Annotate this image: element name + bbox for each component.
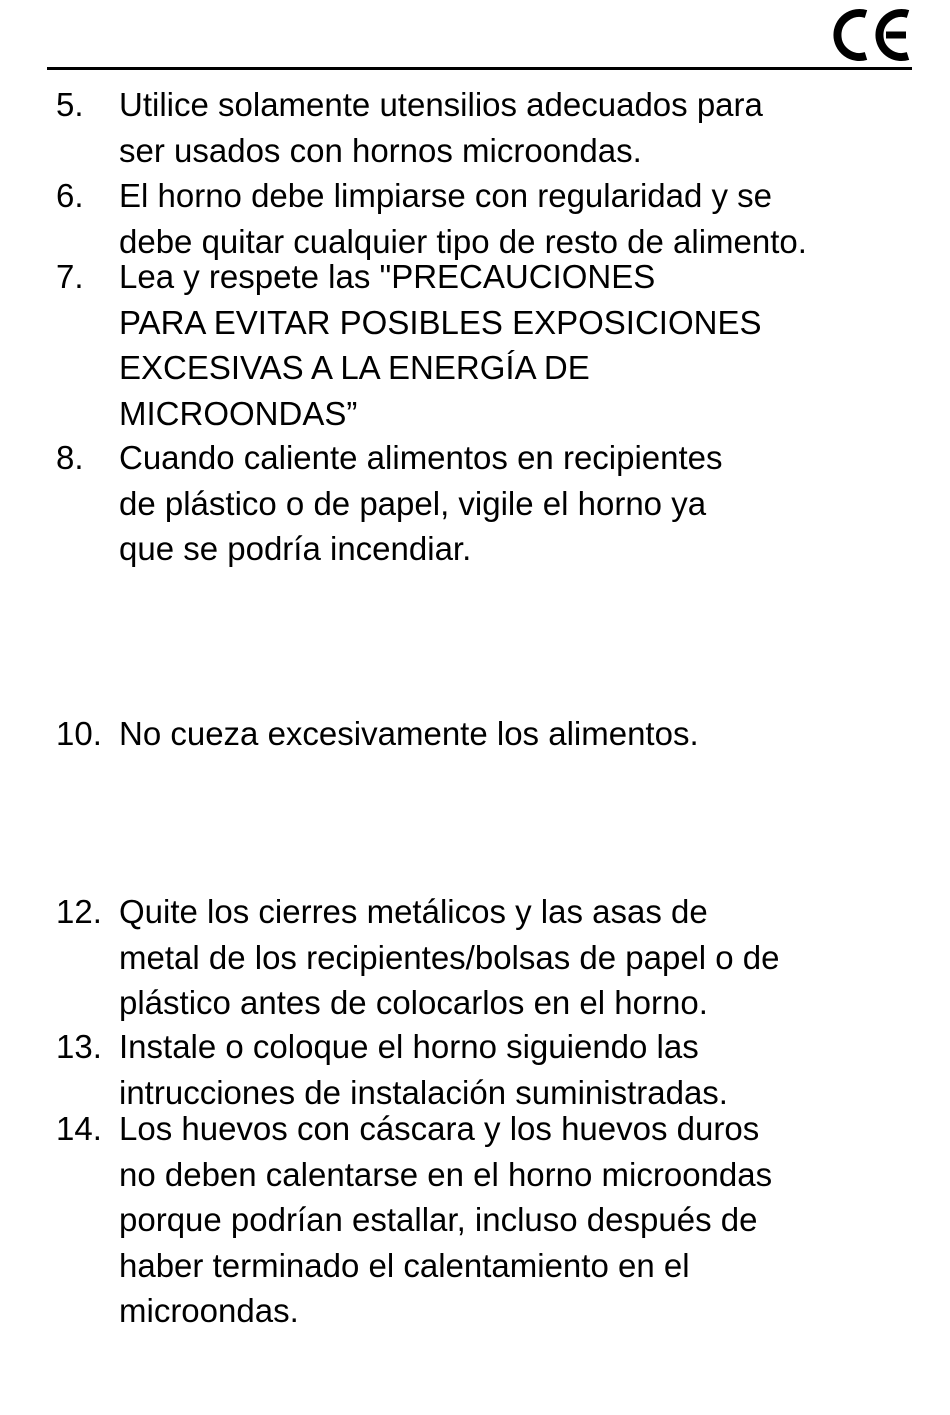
instruction-item-14 [56,1106,916,1334]
item-line: haber terminado el calentamiento en el [119,1246,690,1284]
item-line: No cueza excesivamente los alimentos. [119,715,699,752]
item-line: que se podría incendiar. [119,530,472,567]
item-line: PARA EVITAR POSIBLES EXPOSICIONES [119,303,762,341]
instruction-item-12 [56,889,916,1026]
item-number: 12. [56,893,102,930]
item-line: Lea y respete las "PRECAUCIONES [119,258,656,295]
item-line: ser usados con hornos microondas. [119,131,642,169]
item-line: intrucciones de instalación suministradas. [119,1073,728,1111]
instruction-item-10 [56,711,916,757]
item-number: 10. [56,715,102,752]
item-line: debe quitar cualquier tipo de resto de alimento. [119,222,807,260]
item-line: plástico antes de colocarlos en el horno. [119,984,708,1021]
item-line: Cuando caliente alimentos en recipientes [119,439,723,476]
item-line: Instale o coloque el horno siguiendo las [119,1028,699,1065]
item-number: 6. [56,177,84,214]
item-number: 14. [56,1110,102,1147]
instruction-item-13 [56,1024,916,1115]
item-line: El horno debe limpiarse con regularidad y se [119,177,773,214]
instruction-item-6 [56,173,916,264]
item-line: MICROONDAS” [119,394,358,432]
instruction-item-7 [56,254,916,436]
item-line: metal de los recipientes/bolsas de papel o de [119,938,780,976]
item-line: EXCESIVAS A LA ENERGÍA DE [119,349,590,386]
item-number: 7. [56,258,84,295]
item-line: porque podrían estallar, incluso después de [119,1201,758,1238]
item-number: 13. [56,1028,102,1065]
instruction-item-8 [56,435,916,572]
item-line: microondas. [119,1292,299,1329]
item-line: de plástico o de papel, vigile el horno ya [119,484,707,522]
item-number: 8. [56,439,84,476]
instruction-item-5 [56,82,916,173]
item-line: Utilice solamente utensilios adecuados para [119,86,763,123]
item-number: 5. [56,86,84,123]
header-rule [47,67,912,70]
item-line: no deben calentarse en el horno microondas [119,1155,773,1193]
item-line: Los huevos con cáscara y los huevos duros [119,1110,760,1147]
ce-mark-icon [832,8,912,62]
item-line: Quite los cierres metálicos y las asas de [119,893,708,930]
